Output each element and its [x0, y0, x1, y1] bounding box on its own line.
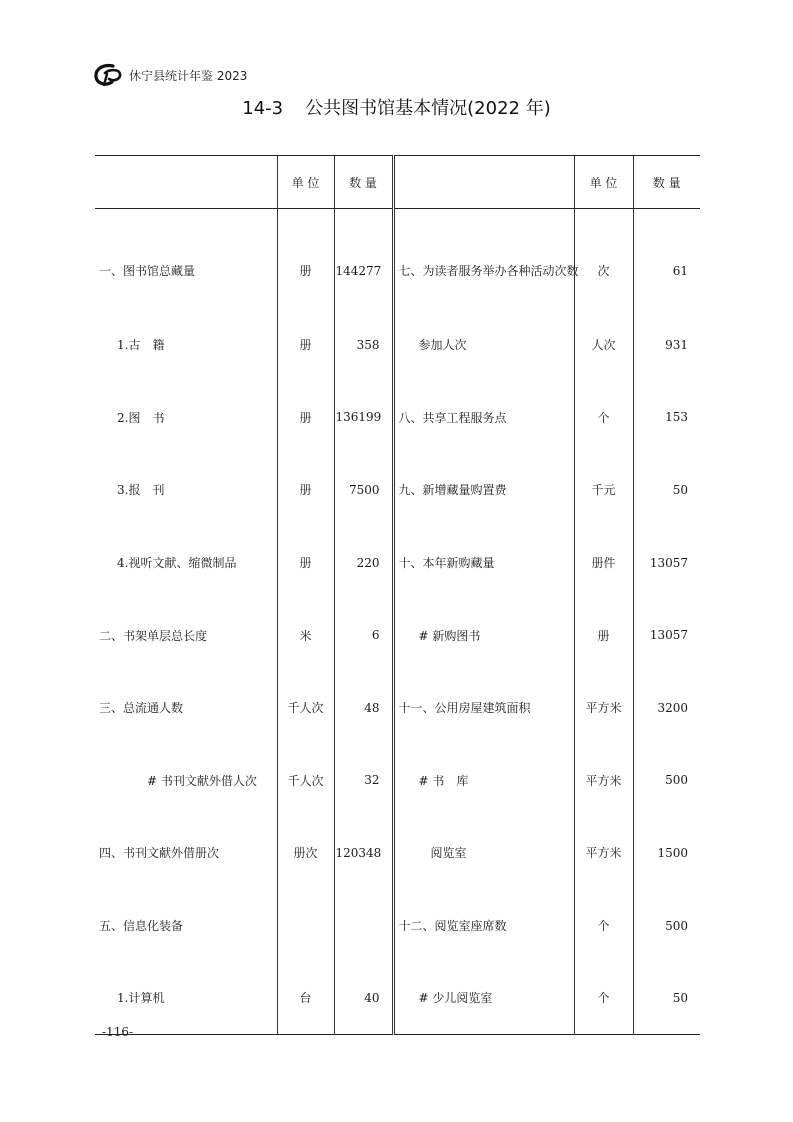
left-item-value: 136199: [334, 381, 393, 454]
left-item-value: [334, 889, 393, 962]
right-item-name: 参加人次: [393, 309, 574, 382]
left-item-name: 3.报 刊: [117, 483, 165, 498]
left-item-value: 32: [334, 744, 393, 817]
left-item-value: 358: [334, 309, 393, 382]
right-item-name: # 少儿阅览室: [393, 962, 574, 1035]
left-item-name: 4.视听文献、缩微制品: [117, 556, 237, 571]
left-item-unit: 册: [277, 381, 334, 454]
right-item-value: 13057: [633, 599, 700, 672]
right-item-value: 500: [633, 744, 700, 817]
header-amount-right: 数 量: [633, 156, 700, 209]
left-item-unit: [277, 889, 334, 962]
right-item-unit: 次: [574, 209, 633, 309]
left-item-unit: 册: [277, 454, 334, 527]
right-item-unit: 册: [574, 599, 633, 672]
table-number: 14-3: [242, 98, 284, 119]
right-item-value: 3200: [633, 671, 700, 744]
left-item-value: 144277: [334, 209, 393, 309]
book-title: 休宁县统计年鉴 2023: [129, 68, 248, 83]
right-item-unit: 人次: [574, 309, 633, 382]
header-item-left: [95, 156, 277, 209]
right-item-value: 1500: [633, 817, 700, 890]
right-item-value: 13057: [633, 526, 700, 599]
right-item-value: 50: [633, 962, 700, 1035]
right-item-value: 931: [633, 309, 700, 382]
right-item-name: 七、为读者服务举办各种活动次数: [393, 209, 574, 309]
header-item-right: [393, 156, 574, 209]
right-item-unit: 平方米: [574, 671, 633, 744]
right-item-value: 153: [633, 381, 700, 454]
right-item-unit: 平方米: [574, 744, 633, 817]
header-unit-left: 单 位: [277, 156, 334, 209]
left-item-unit: 册: [277, 309, 334, 382]
table-row: [95, 381, 700, 454]
left-item-name: 四、书刊文献外借册次: [99, 846, 220, 861]
right-item-name: 八、共享工程服务点: [393, 381, 574, 454]
left-item-unit: 千人次: [277, 744, 334, 817]
table-row: [95, 454, 700, 527]
right-item-value: 61: [633, 209, 700, 309]
left-item-unit: 千人次: [277, 671, 334, 744]
table-row: [95, 309, 700, 382]
right-item-name: 十二、阅览室座席数: [393, 889, 574, 962]
library-stats-table: [95, 155, 700, 1035]
left-item-name: # 书刊文献外借人次: [147, 773, 257, 788]
right-item-value: 500: [633, 889, 700, 962]
table-row: [95, 817, 700, 890]
left-item-unit: 册: [277, 209, 334, 309]
right-item-unit: 册件: [574, 526, 633, 599]
right-item-unit: 千元: [574, 454, 633, 527]
table-row: [95, 209, 700, 309]
left-item-value: 40: [334, 962, 393, 1035]
right-item-unit: 个: [574, 381, 633, 454]
left-item-name: 2.图 书: [117, 410, 165, 425]
left-item-value: 48: [334, 671, 393, 744]
left-item-value: 7500: [334, 454, 393, 527]
table-row: [95, 962, 700, 1035]
right-item-unit: 个: [574, 889, 633, 962]
table-title: [0, 94, 793, 120]
left-item-name: 二、书架单层总长度: [99, 628, 208, 643]
table-row: [95, 744, 700, 817]
left-item-value: 120348: [334, 817, 393, 890]
table-row: [95, 599, 700, 672]
table-title-text: 公共图书馆基本情况(2022 年): [305, 98, 551, 119]
table-row: [95, 526, 700, 599]
left-item-unit: 米: [277, 599, 334, 672]
left-item-name: 1.古 籍: [117, 338, 165, 353]
page-number: -116-: [102, 1025, 134, 1039]
right-item-unit: 个: [574, 962, 633, 1035]
yearbook-logo-icon: [93, 63, 123, 87]
table-header-row: [95, 156, 700, 209]
left-item-value: 6: [334, 599, 393, 672]
left-item-unit: 台: [277, 962, 334, 1035]
right-item-name: # 书 库: [393, 744, 574, 817]
right-item-name: 十一、公用房屋建筑面积: [393, 671, 574, 744]
page-header: [93, 62, 247, 88]
left-item-unit: 册次: [277, 817, 334, 890]
left-item-name: 1.计算机: [117, 991, 165, 1006]
left-item-name: 一、图书馆总藏量: [99, 264, 196, 279]
right-item-name: # 新购图书: [393, 599, 574, 672]
right-item-value: 50: [633, 454, 700, 527]
right-item-name: 十、本年新购藏量: [393, 526, 574, 599]
right-item-unit: 平方米: [574, 817, 633, 890]
table-row: [95, 889, 700, 962]
left-item-unit: 册: [277, 526, 334, 599]
left-item-value: 220: [334, 526, 393, 599]
header-amount-left: 数 量: [334, 156, 393, 209]
table-row: [95, 671, 700, 744]
left-item-name: 五、信息化装备: [99, 919, 184, 934]
header-unit-right: 单 位: [574, 156, 633, 209]
right-item-name: 阅览室: [393, 817, 574, 890]
right-item-name: 九、新增藏量购置费: [393, 454, 574, 527]
left-item-name: 三、总流通人数: [99, 701, 184, 716]
